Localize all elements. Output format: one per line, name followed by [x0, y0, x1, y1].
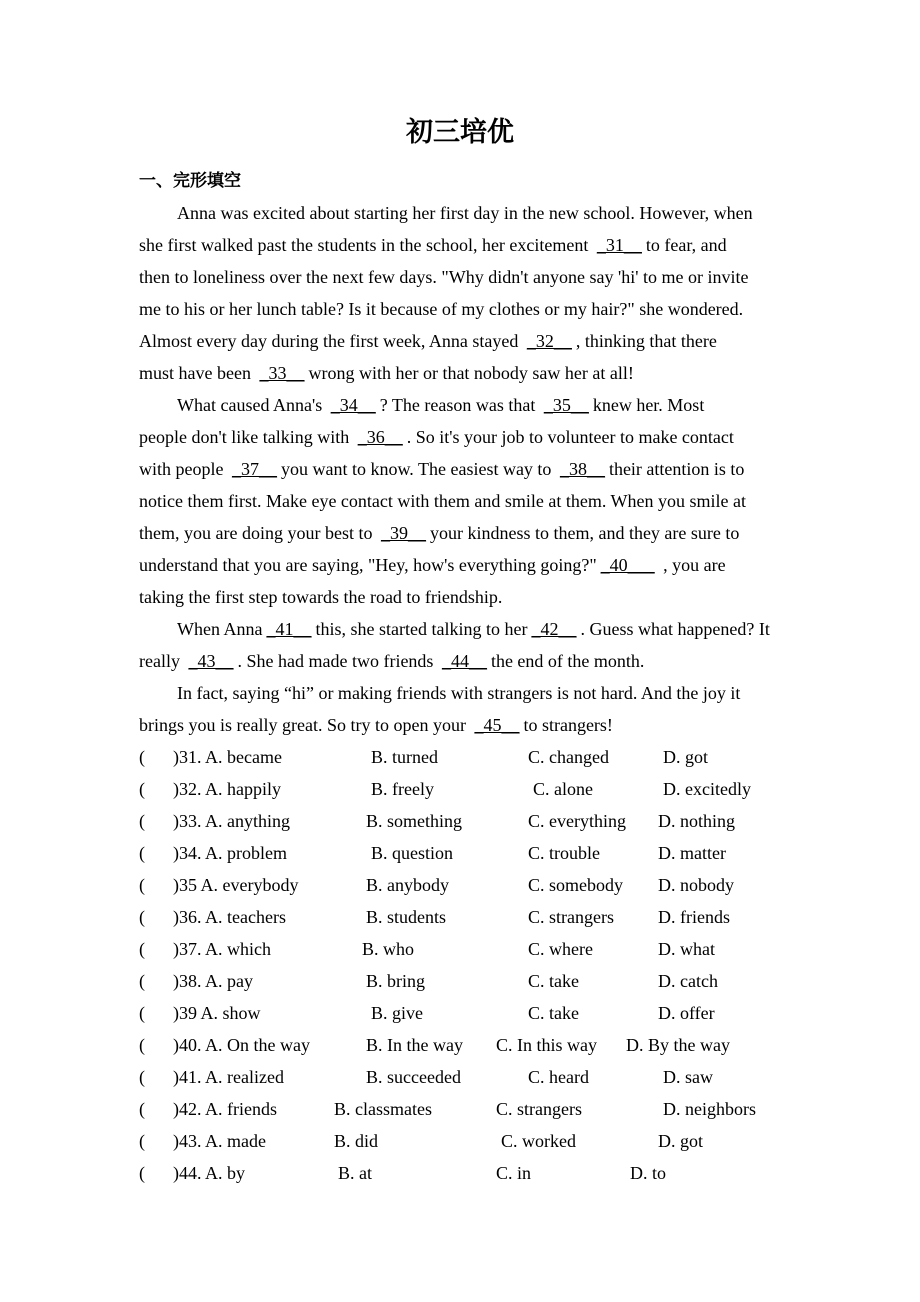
option-c: C. in — [496, 1163, 532, 1183]
option-a: )41. A. realized — [173, 1067, 284, 1087]
passage-text: me to his or her lunch table? Is it because of my clothes or my hair?" she wondered. — [139, 299, 744, 319]
option-c: C. changed — [528, 747, 609, 767]
passage-line — [139, 485, 787, 517]
option-a: )37. A. which — [173, 939, 271, 959]
answer-paren: ( — [139, 939, 145, 959]
passage-text: understand that you are saying, "Hey, how's everything going?" — [139, 555, 597, 575]
option-d: D. what — [658, 939, 715, 959]
option-d: D. friends — [658, 907, 730, 927]
question-row — [139, 837, 799, 869]
option-c: C. worked — [501, 1131, 576, 1151]
option-d: D. catch — [658, 971, 718, 991]
option-c: C. everything — [528, 811, 626, 831]
passage-text: taking the first step towards the road to friendship. — [139, 587, 503, 607]
passage-line — [139, 229, 787, 261]
option-b: B. bring — [366, 971, 426, 991]
passage-text: their attention is to — [608, 459, 745, 479]
passage-line — [139, 197, 787, 229]
passage-line — [139, 709, 787, 741]
question-row — [139, 1029, 799, 1061]
passage-text: your kindness to them, and they are sure to — [429, 523, 740, 543]
passage-text: to strangers! — [523, 715, 613, 735]
option-a: )35 A. everybody — [173, 875, 299, 895]
option-a: )40. A. On the way — [173, 1035, 310, 1055]
passage-text: knew her. Most — [592, 395, 705, 415]
blank-45: _45__ — [474, 715, 520, 735]
option-d: D. nobody — [658, 875, 734, 895]
answer-paren: ( — [139, 971, 145, 991]
blank-36: _36__ — [357, 427, 403, 447]
passage-line — [139, 389, 787, 421]
option-b: B. In the way — [366, 1035, 463, 1055]
option-d: D. excitedly — [663, 779, 751, 799]
passage-text: wrong with her or that nobody saw her at all! — [308, 363, 634, 383]
blank-41: _41__ — [266, 619, 312, 639]
answer-paren: ( — [139, 1163, 145, 1183]
passage-text: really — [139, 651, 185, 671]
blank-37: _37__ — [231, 459, 277, 479]
option-b: B. give — [371, 1003, 423, 1023]
option-d: D. nothing — [658, 811, 736, 831]
blank-34: _34__ — [330, 395, 376, 415]
passage-line — [139, 293, 787, 325]
passage-text: Almost every day during the first week, Anna stayed — [139, 331, 523, 351]
answer-paren: ( — [139, 1035, 145, 1055]
passage-text: In fact, saying “hi” or making friends with strangers is not hard. And the joy it — [177, 683, 741, 703]
option-a: )38. A. pay — [173, 971, 253, 991]
option-a: )42. A. friends — [173, 1099, 277, 1119]
passage-text: then to loneliness over the next few days. "Why didn't anyone say 'hi' to me or invite — [139, 267, 749, 287]
option-b: B. freely — [371, 779, 434, 799]
answer-paren: ( — [139, 875, 145, 895]
option-a: )36. A. teachers — [173, 907, 286, 927]
passage-text: Anna was excited about starting her first day in the new school. However, when — [177, 203, 753, 223]
passage-text: notice them first. Make eye contact with them and smile at them. When you smile at — [139, 491, 746, 511]
passage-text: people don't like talking with — [139, 427, 354, 447]
passage-text: , you are — [658, 555, 726, 575]
blank-32: _32__ — [526, 331, 572, 351]
option-c: C. take — [528, 971, 579, 991]
passage-line — [139, 357, 787, 389]
option-b: B. did — [334, 1131, 379, 1151]
blank-42: _42__ — [531, 619, 577, 639]
option-d: D. got — [658, 1131, 703, 1151]
passage-line — [139, 645, 787, 677]
question-row — [139, 741, 799, 773]
passage-line — [139, 421, 787, 453]
passage-text: . Guess what happened? It — [580, 619, 770, 639]
option-a: )39 A. show — [173, 1003, 261, 1023]
option-c: C. take — [528, 1003, 579, 1023]
blank-44: _44__ — [441, 651, 487, 671]
blank-38: _38__ — [559, 459, 605, 479]
answer-paren: ( — [139, 1099, 145, 1119]
question-row — [139, 1125, 799, 1157]
passage — [139, 197, 787, 741]
blank-39: _39__ — [380, 523, 426, 543]
option-a: )44. A. by — [173, 1163, 245, 1183]
answer-paren: ( — [139, 1003, 145, 1023]
option-d: D. By the way — [626, 1035, 730, 1055]
passage-line — [139, 613, 787, 645]
blank-35: _35__ — [543, 395, 589, 415]
option-c: C. alone — [533, 779, 593, 799]
option-c: C. where — [528, 939, 593, 959]
passage-line — [139, 261, 787, 293]
question-row — [139, 933, 799, 965]
passage-text: must have been — [139, 363, 256, 383]
passage-text: the end of the month. — [490, 651, 645, 671]
answer-paren: ( — [139, 1131, 145, 1151]
blank-43: _43__ — [188, 651, 234, 671]
answer-paren: ( — [139, 811, 145, 831]
question-row — [139, 901, 799, 933]
passage-text: What caused Anna's — [177, 395, 327, 415]
question-row — [139, 1157, 799, 1189]
answer-paren: ( — [139, 907, 145, 927]
passage-text: you want to know. The easiest way to — [280, 459, 556, 479]
option-a: )43. A. made — [173, 1131, 266, 1151]
option-a: )32. A. happily — [173, 779, 281, 799]
option-a: )33. A. anything — [173, 811, 290, 831]
question-row — [139, 1061, 799, 1093]
option-b: B. students — [366, 907, 447, 927]
option-b: B. anybody — [366, 875, 449, 895]
passage-text: to fear, and — [645, 235, 727, 255]
blank-40: _40___ — [600, 555, 655, 575]
answer-paren: ( — [139, 1067, 145, 1087]
option-d: D. neighbors — [663, 1099, 756, 1119]
question-row — [139, 1093, 799, 1125]
answer-paren: ( — [139, 747, 145, 767]
question-row — [139, 997, 799, 1029]
option-a: )34. A. problem — [173, 843, 287, 863]
blank-33: _33__ — [259, 363, 305, 383]
option-b: B. turned — [371, 747, 438, 767]
option-b: B. at — [338, 1163, 372, 1183]
question-row — [139, 805, 799, 837]
option-c: C. strangers — [496, 1099, 582, 1119]
passage-text: she first walked past the students in the school, her excitement — [139, 235, 593, 255]
option-c: C. In this way — [496, 1035, 597, 1055]
page-title: 初三培优 — [406, 117, 514, 148]
question-row — [139, 965, 799, 997]
option-c: C. heard — [528, 1067, 589, 1087]
passage-text: . So it's your job to volunteer to make contact — [406, 427, 734, 447]
option-b: B. succeeded — [366, 1067, 461, 1087]
passage-text: , thinking that there — [575, 331, 717, 351]
question-row — [139, 869, 799, 901]
passage-line — [139, 325, 787, 357]
answer-paren: ( — [139, 779, 145, 799]
passage-text: . She had made two friends — [237, 651, 438, 671]
passage-text: When Anna — [177, 619, 263, 639]
option-a: )31. A. became — [173, 747, 282, 767]
passage-line — [139, 677, 787, 709]
option-d: D. saw — [663, 1067, 713, 1087]
passage-line — [139, 517, 787, 549]
option-d: D. got — [663, 747, 708, 767]
question-row — [139, 773, 799, 805]
passage-text: ? The reason was that — [379, 395, 540, 415]
option-b: B. question — [371, 843, 454, 863]
option-d: D. offer — [658, 1003, 715, 1023]
blank-31: _31__ — [596, 235, 642, 255]
passage-text: this, she started talking to her — [315, 619, 528, 639]
option-c: C. trouble — [528, 843, 600, 863]
option-b: B. who — [362, 939, 415, 959]
passage-text: brings you is really great. So try to open your — [139, 715, 471, 735]
option-d: D. to — [630, 1163, 666, 1183]
option-c: C. somebody — [528, 875, 624, 895]
option-c: C. strangers — [528, 907, 614, 927]
passage-text: with people — [139, 459, 228, 479]
option-b: B. classmates — [334, 1099, 432, 1119]
passage-text: them, you are doing your best to — [139, 523, 377, 543]
answer-paren: ( — [139, 843, 145, 863]
section-heading: 一、完形填空 — [139, 171, 241, 191]
passage-line — [139, 549, 787, 581]
passage-line — [139, 453, 787, 485]
option-d: D. matter — [658, 843, 726, 863]
passage-line — [139, 581, 787, 613]
option-b: B. something — [366, 811, 463, 831]
